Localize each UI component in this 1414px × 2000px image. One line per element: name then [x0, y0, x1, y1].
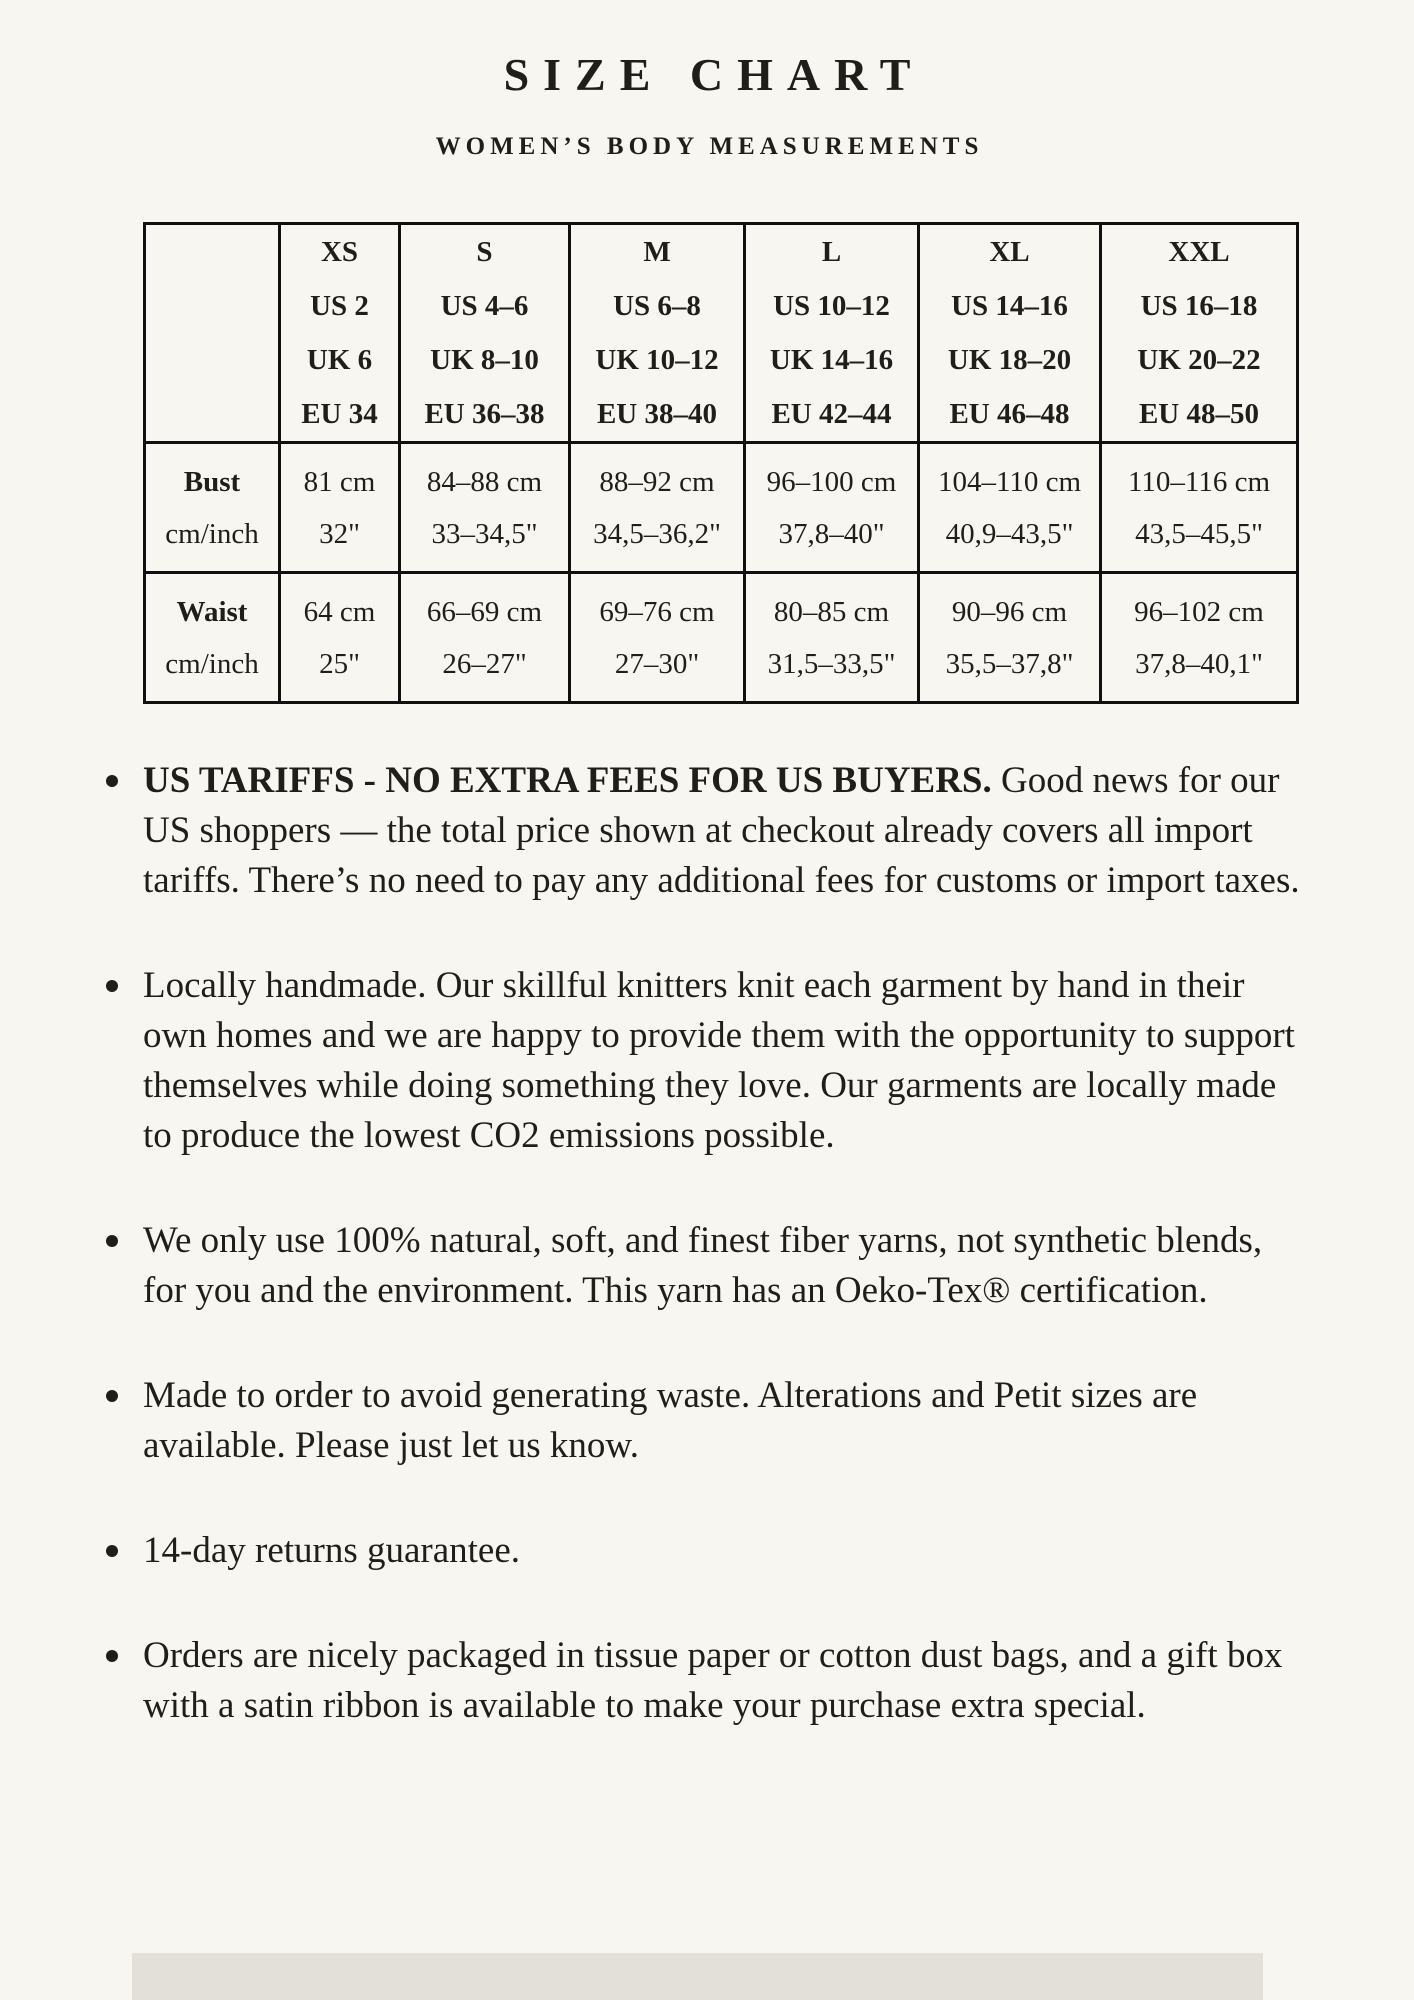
measurement-cm: 90–96 cm: [951, 595, 1068, 628]
list-item: [143, 1216, 1308, 1316]
measurement-cm: 69–76 cm: [599, 595, 715, 628]
corner-cell: [145, 224, 280, 443]
measurement-inch: 35,5–37,8": [945, 647, 1074, 680]
measurement-cm: 88–92 cm: [599, 465, 715, 498]
measurement-cell: [280, 573, 400, 703]
product-notes-list: [143, 756, 1308, 1731]
bullet-body-text: Locally handmade. Our skillful knitters knit each garment by hand in their own homes and we are happy to provide them with the opportunity to support themselves while doing something they love. Our garments are locally made to produce the lowest CO2 emissions possible.: [143, 965, 1295, 1156]
bullet-lead-text: US TARIFFS - NO EXTRA FEES FOR US BUYERS.: [143, 760, 992, 801]
size-header-eu: EU 36–38: [424, 398, 545, 430]
measurement-row-label: [145, 573, 280, 703]
measurement-cell: [400, 573, 570, 703]
measurement-cell: [570, 573, 745, 703]
size-header-eu: EU 42–44: [771, 398, 892, 430]
measurement-inch: 27–30": [614, 647, 700, 680]
size-header-size: XL: [989, 236, 1030, 268]
size-column-header: [1101, 224, 1298, 443]
list-item: [143, 961, 1308, 1161]
size-header-eu: EU 46–48: [949, 398, 1070, 430]
measurement-row-label: [145, 443, 280, 573]
bullet-body-text: Orders are nicely packaged in tissue paper or cotton dust bags, and a gift box with a satin ribbon is available to make your purchase extra special.: [143, 1635, 1283, 1726]
page-title: SIZE CHART: [503, 49, 925, 100]
measurement-cm: 80–85 cm: [773, 595, 890, 628]
measurement-inch: 43,5–45,5": [1135, 517, 1263, 550]
bullet-dot-icon: [106, 1545, 118, 1557]
bullet-dot-icon: [106, 980, 118, 992]
bullet-dot-icon: [106, 1650, 118, 1662]
size-header-uk: UK 18–20: [947, 344, 1072, 376]
next-section-strip: [132, 1953, 1263, 2000]
measurement-name: Bust: [183, 465, 241, 498]
bullet-body-text: Good news for our US shoppers — the total price shown at checkout already covers all import tariffs. There’s no need to pay any additional fees for customs or import taxes.: [143, 760, 1300, 901]
measurement-cell: [745, 443, 919, 573]
size-header-us: US 14–16: [951, 290, 1068, 322]
size-header-us: US 10–12: [773, 290, 890, 322]
size-column-header: [280, 224, 400, 443]
measurement-inch: 31,5–33,5": [767, 647, 896, 680]
list-item: [143, 1631, 1308, 1731]
size-header-eu: EU 48–50: [1138, 398, 1260, 430]
list-item: [143, 1371, 1308, 1471]
table-row: [145, 573, 1298, 703]
size-header-size: M: [643, 236, 671, 268]
bullet-body-text: We only use 100% natural, soft, and finest fiber yarns, not synthetic blends, for you and the environment. This yarn has an Oeko-Tex® certification.: [143, 1220, 1263, 1311]
measurement-name: Waist: [176, 595, 248, 628]
bullet-dot-icon: [106, 775, 118, 787]
size-header-size: L: [821, 236, 842, 268]
measurement-cm: 81 cm: [303, 465, 376, 498]
measurement-cell: [919, 573, 1101, 703]
measurement-cell: [400, 443, 570, 573]
size-column-header: [745, 224, 919, 443]
measurement-cm: 64 cm: [303, 595, 376, 628]
header: [0, 0, 1414, 159]
measurement-cm: 96–100 cm: [766, 465, 897, 498]
measurement-cell: [570, 443, 745, 573]
measurement-cm: 66–69 cm: [426, 595, 543, 628]
measurement-cell: [745, 573, 919, 703]
measurement-inch: 26–27": [442, 647, 527, 680]
size-header-us: US 4–6: [440, 290, 529, 322]
size-header-us: US 2: [310, 290, 369, 322]
measurement-cm: 110–116 cm: [1127, 465, 1271, 498]
size-header-uk: UK 14–16: [769, 344, 894, 376]
size-header-size: XS: [320, 236, 359, 268]
measurement-unit: cm/inch: [165, 517, 259, 550]
size-header-eu: EU 38–40: [596, 398, 718, 430]
measurement-cm: 84–88 cm: [426, 465, 543, 498]
page-subtitle: WOMEN’S BODY MEASUREMENTS: [435, 133, 984, 160]
size-column-header: [919, 224, 1101, 443]
size-header-uk: UK 20–22: [1137, 344, 1261, 376]
size-header-uk: UK 8–10: [430, 344, 539, 376]
size-header-uk: UK 10–12: [595, 344, 719, 376]
measurement-inch: 34,5–36,2": [593, 517, 721, 550]
measurement-inch: 40,9–43,5": [945, 517, 1074, 550]
measurement-cell: [919, 443, 1101, 573]
measurement-inch: 33–34,5": [431, 517, 538, 550]
size-header-eu: EU 34: [301, 398, 378, 430]
measurement-cell: [1101, 573, 1298, 703]
size-column-header: [570, 224, 745, 443]
measurement-inch: 37,8–40,1": [1135, 647, 1263, 680]
measurement-cm: 96–102 cm: [1134, 595, 1264, 628]
size-header-size: XXL: [1168, 236, 1230, 268]
size-header-us: US 6–8: [613, 290, 701, 322]
size-header-size: S: [476, 236, 493, 268]
list-item: [143, 1526, 1308, 1576]
size-chart-table: [143, 222, 1299, 704]
size-header-uk: UK 6: [306, 344, 373, 376]
list-item: [143, 756, 1308, 906]
size-column-header: [400, 224, 570, 443]
table-header-row: [145, 224, 1298, 443]
size-header-us: US 16–18: [1140, 290, 1258, 322]
bullet-dot-icon: [106, 1235, 118, 1247]
bullet-dot-icon: [106, 1390, 118, 1402]
table-row: [145, 443, 1298, 573]
measurement-cm: 104–110 cm: [937, 465, 1082, 498]
bullet-body-text: 14-day returns guarantee.: [143, 1530, 521, 1571]
measurement-inch: 32": [319, 517, 360, 550]
measurement-cell: [280, 443, 400, 573]
measurement-unit: cm/inch: [165, 647, 259, 680]
measurement-cell: [1101, 443, 1298, 573]
measurement-inch: 25": [319, 647, 360, 680]
measurement-inch: 37,8–40": [778, 517, 885, 550]
bullet-body-text: Made to order to avoid generating waste. Alterations and Petit sizes are available. Please just let us know.: [143, 1375, 1198, 1466]
